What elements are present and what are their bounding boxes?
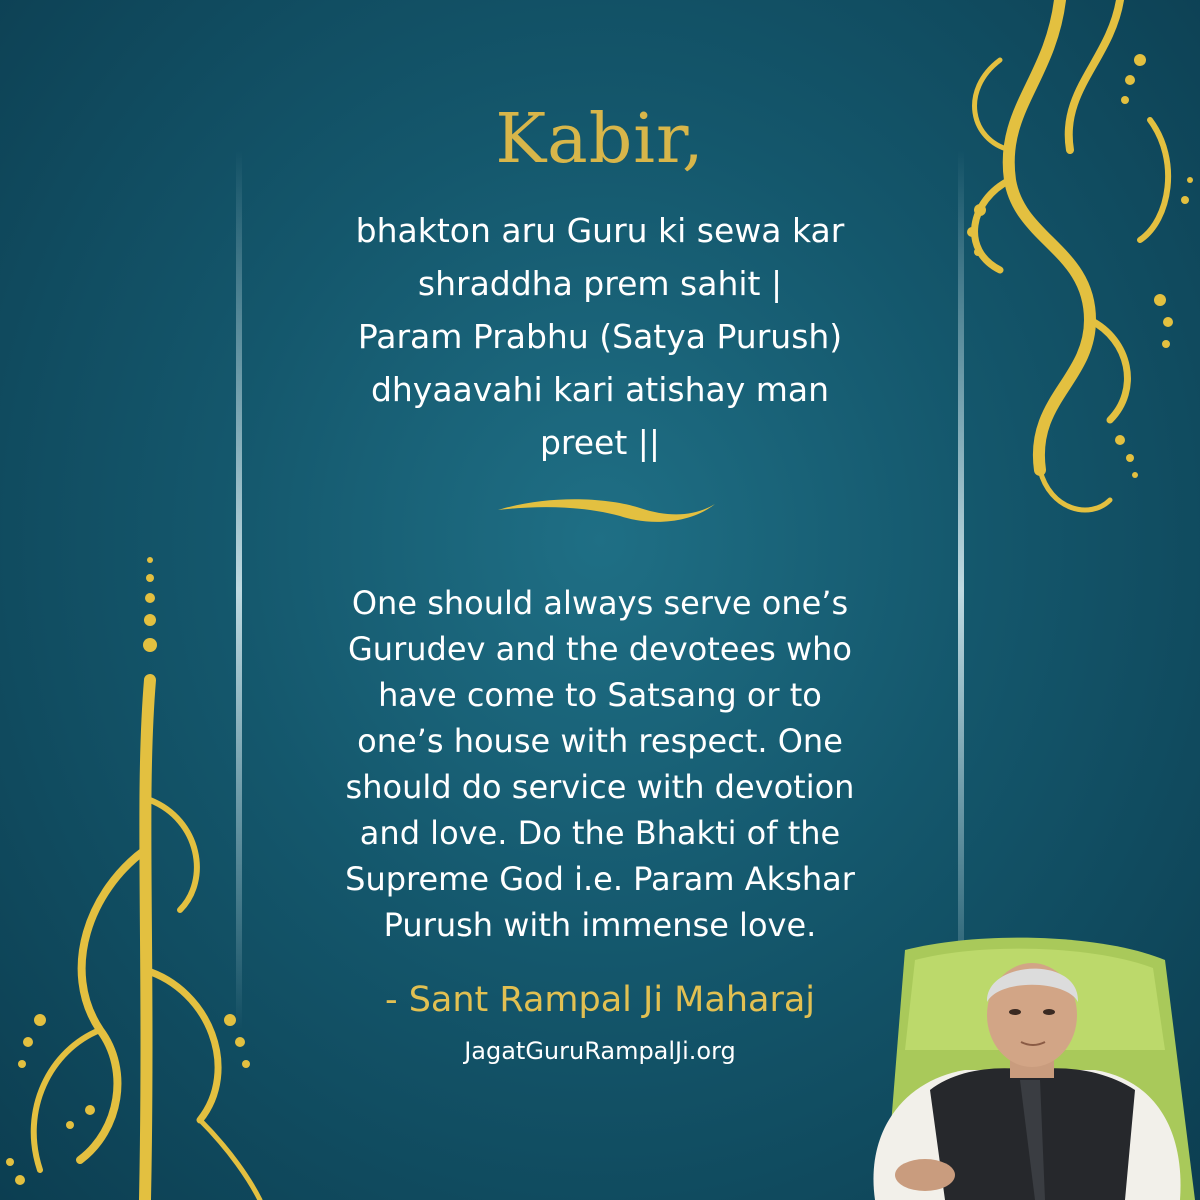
saint-portrait-image [835, 930, 1200, 1200]
verse-line: preet || [539, 423, 661, 462]
author-name: - Sant Rampal Ji Maharaj [384, 980, 816, 1020]
meaning-line: Purush with immense love. [383, 906, 817, 944]
left-divider-line [236, 150, 242, 1030]
verse-line: dhyaavahi kari atishay man [370, 370, 830, 409]
page-title: Kabir, [495, 100, 705, 179]
bottom-left-ornament [0, 550, 270, 1200]
right-divider-line [958, 150, 964, 1030]
meaning-line: Gurudev and the devotees who [348, 630, 852, 668]
verse-line: bhakton aru Guru ki sewa kar [355, 211, 845, 250]
verse-line: shraddha prem sahit | [417, 264, 783, 303]
meaning-line: have come to Satsang or to [378, 676, 822, 714]
meaning-text [270, 580, 930, 948]
verse-line: Param Prabhu (Satya Purush) [357, 317, 843, 356]
meaning-line: One should always serve one’s [351, 584, 849, 622]
meaning-line: Supreme God i.e. Param Akshar [345, 860, 855, 898]
verse-text [270, 204, 930, 469]
website-link[interactable]: JagatGuruRampalJi.org [464, 1037, 736, 1065]
meaning-line: and love. Do the Bhakti of the [359, 814, 841, 852]
meaning-line: one’s house with respect. One [357, 722, 843, 760]
top-right-ornament [940, 0, 1200, 560]
swash-divider [490, 488, 720, 528]
meaning-line: should do service with devotion [345, 768, 855, 806]
